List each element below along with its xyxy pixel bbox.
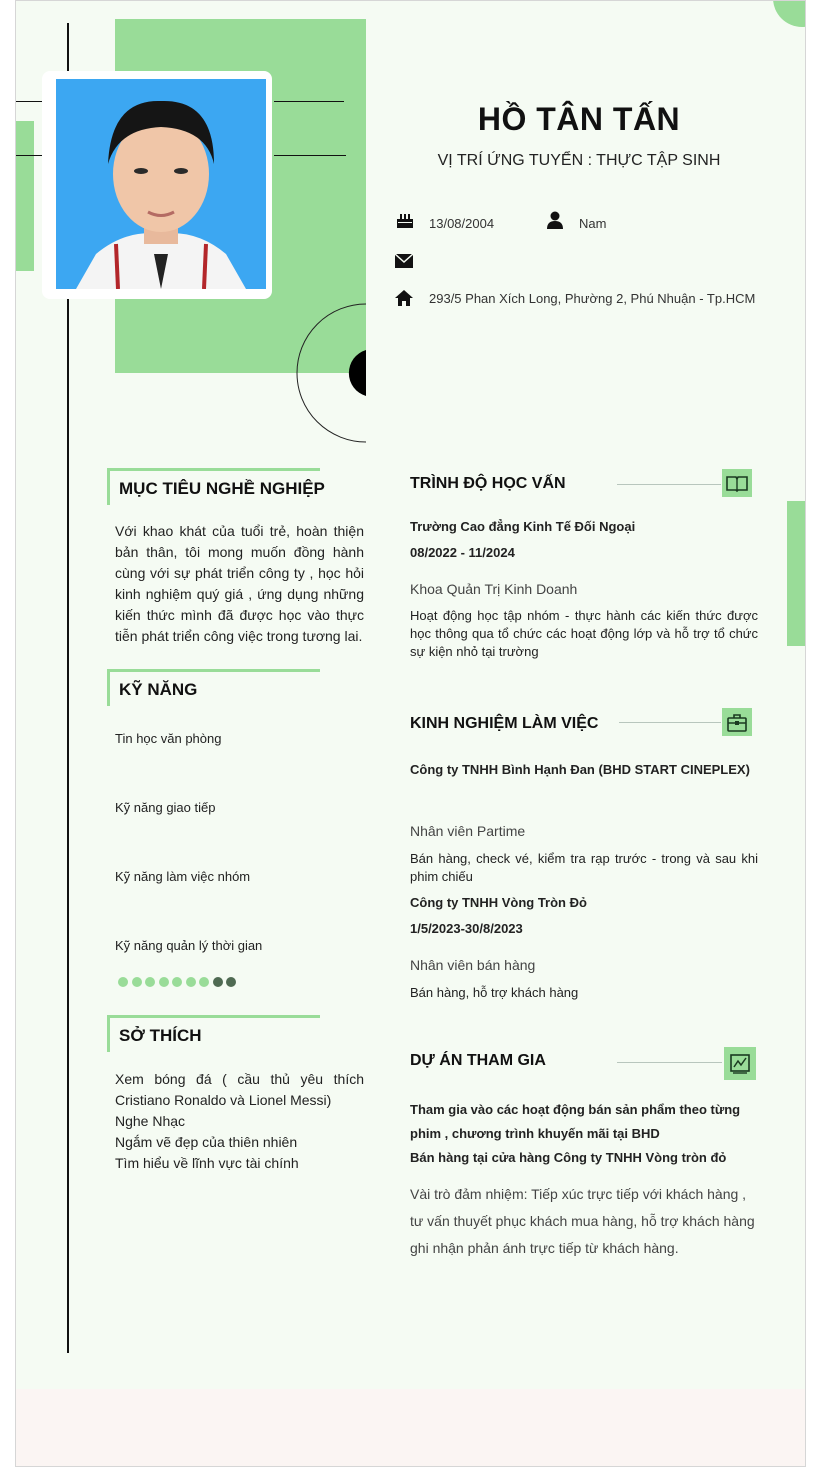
job-description: Bán hàng, check vé, kiểm tra rạp trước - trong và sau khi phim chiếu	[410, 851, 758, 884]
rating-dot-empty	[226, 977, 236, 987]
hobbies-section-title	[107, 1015, 320, 1052]
deco-line-mid-right	[274, 155, 346, 156]
home-icon	[394, 289, 414, 307]
project-name: Tham gia vào các hoạt động bán sản phẩm theo từng phim , chương trình khuyến mãi tại BHD	[410, 1102, 741, 1141]
person-icon	[545, 211, 565, 229]
candidate-name: HỒ TÂN TẤN	[477, 101, 681, 137]
rating-dot-filled	[159, 977, 169, 987]
rating-dot-empty	[213, 977, 223, 987]
birthday-text: 13/08/2004	[429, 216, 495, 231]
experience-divider	[619, 722, 721, 723]
rating-dot-filled	[145, 977, 155, 987]
objective-title: MỤC TIÊU NGHỀ NGHIỆP	[119, 479, 325, 498]
candidate-position: VỊ TRÍ ỨNG TUYỂN : THỰC TẬP SINH	[437, 152, 721, 169]
rating-dot-filled	[132, 977, 142, 987]
right-green-strip	[787, 501, 805, 646]
profile-photo	[56, 79, 266, 289]
experience-title: KINH NGHIỆM LÀM VIỆC	[410, 715, 599, 732]
left-green-strip	[16, 121, 34, 271]
education-title: TRÌNH ĐỘ HỌC VẤN	[410, 475, 566, 492]
page-bottom-band	[16, 1389, 805, 1466]
job-period: 1/5/2023-30/8/2023	[410, 921, 523, 936]
cake-icon	[395, 211, 415, 229]
job-role: Nhân viên Partime	[410, 823, 526, 839]
cv-page	[15, 0, 806, 1467]
job-company: Công ty TNHH Vòng Tròn Đỏ	[410, 895, 587, 910]
skill-item: Tin học văn phòng	[115, 731, 222, 746]
hobby-item: Tìm hiểu về lĩnh vực tài chính	[115, 1155, 299, 1171]
projects-title: DỰ ÁN THAM GIA	[410, 1052, 546, 1069]
job-company: Công ty TNHH Bình Hạnh Đan (BHD START CINEPLEX)	[410, 762, 750, 777]
half-circle-decoration	[286, 301, 366, 446]
corner-circle-decoration	[773, 0, 806, 27]
skills-title: KỸ NĂNG	[119, 680, 198, 699]
gender-text: Nam	[579, 216, 607, 231]
job-role: Nhân viên bán hàng	[410, 957, 536, 973]
objective-section-title	[107, 468, 325, 505]
hobby-item: Xem bóng đá ( cầu thủ yêu thích Cristiano Ronaldo và Lionel Messi)	[115, 1071, 364, 1108]
education-period: 08/2022 - 11/2024	[410, 545, 515, 560]
hobby-item: Nghe Nhạc	[115, 1113, 186, 1129]
rating-dot-filled	[199, 977, 209, 987]
project-place: Bán hàng tại cửa hàng Công ty TNHH Vòng tròn đỏ	[410, 1150, 727, 1165]
project-role: Vài trò đảm nhiệm: Tiếp xúc trực tiếp với khách hàng , tư vấn thuyết phục khách mua hàng, hỗ trợ khách hàng ghi nhận phản ánh trực tiếp từ khách hàng.	[410, 1186, 755, 1256]
deco-line-top-right	[274, 101, 344, 102]
education-school: Trường Cao đẳng Kinh Tế Đối Ngoại	[410, 519, 636, 534]
mail-icon	[394, 252, 414, 270]
rating-dot-filled	[186, 977, 196, 987]
book-icon	[722, 469, 752, 497]
projects-divider	[617, 1062, 722, 1063]
education-divider	[617, 484, 721, 485]
education-description: Hoạt động học tập nhóm - thực hành các kiến thức được học thông qua tổ chức các hoạt động lớp và hỗ trợ tổ chức sự kiện nhỏ tại trường	[410, 608, 758, 659]
education-faculty: Khoa Quản Trị Kinh Doanh	[410, 581, 578, 597]
skill-item: Kỹ năng giao tiếp	[115, 800, 216, 815]
address-text: 293/5 Phan Xích Long, Phường 2, Phú Nhuận - Tp.HCM	[429, 291, 756, 306]
objective-text: Với khao khát của tuổi trẻ, hoàn thiện bản thân, tôi mong muốn đồng hành cùng với sự phát triển công ty , học hỏi kinh nghiệm quý giá , ứng dụng những kiến thức mình đã được học vào thực tiễn phát triển công việc trong tương lai.	[115, 523, 364, 644]
briefcase-icon	[722, 708, 752, 736]
skill-item: Kỹ năng quản lý thời gian	[115, 938, 263, 953]
rating-dot-filled	[118, 977, 128, 987]
skills-section-title	[107, 669, 320, 706]
project-icon	[724, 1047, 756, 1080]
skill-rating	[118, 977, 258, 989]
skill-item: Kỹ năng làm việc nhóm	[115, 869, 251, 884]
job-description: Bán hàng, hỗ trợ khách hàng	[410, 985, 579, 1000]
hobby-item: Ngắm vẽ đẹp của thiên nhiên	[115, 1134, 298, 1150]
hobbies-title: SỞ THÍCH	[119, 1026, 202, 1045]
rating-dot-filled	[172, 977, 182, 987]
